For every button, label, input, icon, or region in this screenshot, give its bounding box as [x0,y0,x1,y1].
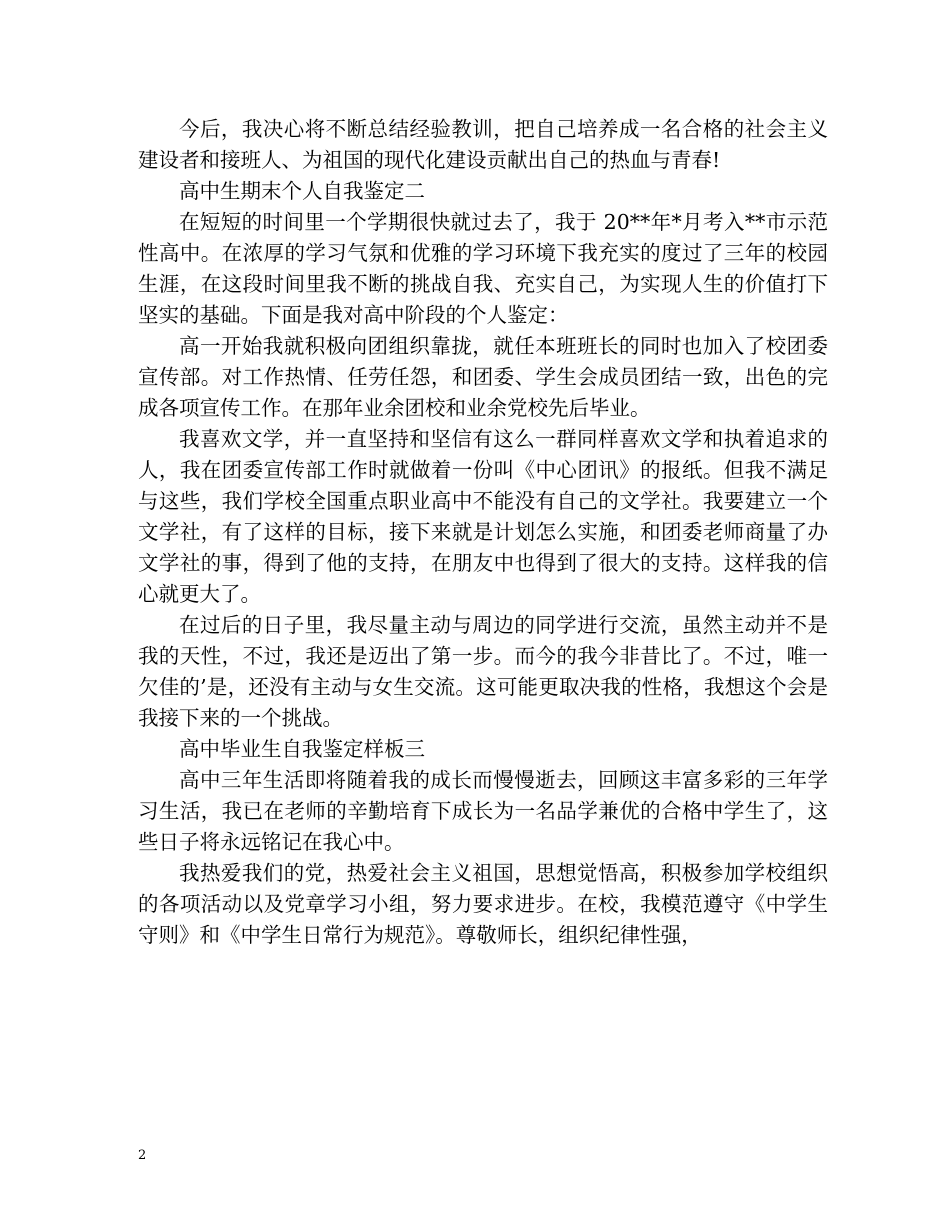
page-number: 2 [138,1148,147,1163]
paragraph-league-work: 高一开始我就积极向团组织靠拢，就任本班班长的同时也加入了校团委宣传部。对工作热情、任劳任怨，和团委、学生会成员团结一致，出色的完成各项宣传工作。在那年业余团校和业余党校先后毕业。 [138,334,828,420]
section-heading-two: 高中生期末个人自我鉴定二 [179,179,425,203]
paragraph-conclusion: 今后，我决心将不断总结经验教训，把自己培养成一名合格的社会主义建设者和接班人、为祖国的现代化建设贡献出自己的热血与青春! [138,117,828,172]
paragraph-literature-club: 我喜欢文学，并一直坚持和坚信有这么一群同样喜欢文学和执着追求的人，我在团委宣传部工作时就做着一份叫《中心团讯》的报纸。但我不满足与这些，我们学校全国重点职业高中不能没有自己的文学社。我要建立一个文学社，有了这样的目标，接下来就是计划怎么实施，和团委老师商量了办文学社的事，得到了他的支持，在朋友中也得到了很大的支持。这样我的信心就更大了。 [138,427,828,606]
section-heading-three: 高中毕业生自我鉴定样板三 [179,737,425,761]
paragraph-political: 我热爱我们的党，热爱社会主义祖国，思想觉悟高，积极参加学校组织的各项活动以及党章学习小组，努力要求进步。在校，我模范遵守《中学生守则》和《中学生日常行为规范》。尊敬师长，组织纪律性强， [138,861,828,947]
paragraph-communication: 在过后的日子里，我尽量主动与周边的同学进行交流，虽然主动并不是我的天性，不过，我还是迈出了第一步。而今的我今非昔比了。不过，唯一欠佳的’是，还没有主动与女生交流。这可能更取决我的性格，我想这个会是我接下来的一个挑战。 [138,613,828,730]
paragraph-review: 高中三年生活即将随着我的成长而慢慢逝去，回顾这丰富多彩的三年学习生活，我已在老师的辛勤培育下成长为一名品学兼优的合格中学生了，这些日子将永远铭记在我心中。 [138,768,828,854]
document-body [138,114,828,951]
paragraph-intro: 在短短的时间里一个学期很快就过去了，我于 20**年*月考入**市示范性高中。在浓厚的学习气氛和优雅的学习环境下我充实的度过了三年的校园生涯，在这段时间里我不断的挑战自我、充实自己，为实现人生的价值打下坚实的基础。下面是我对高中阶段的个人鉴定： [138,210,828,327]
